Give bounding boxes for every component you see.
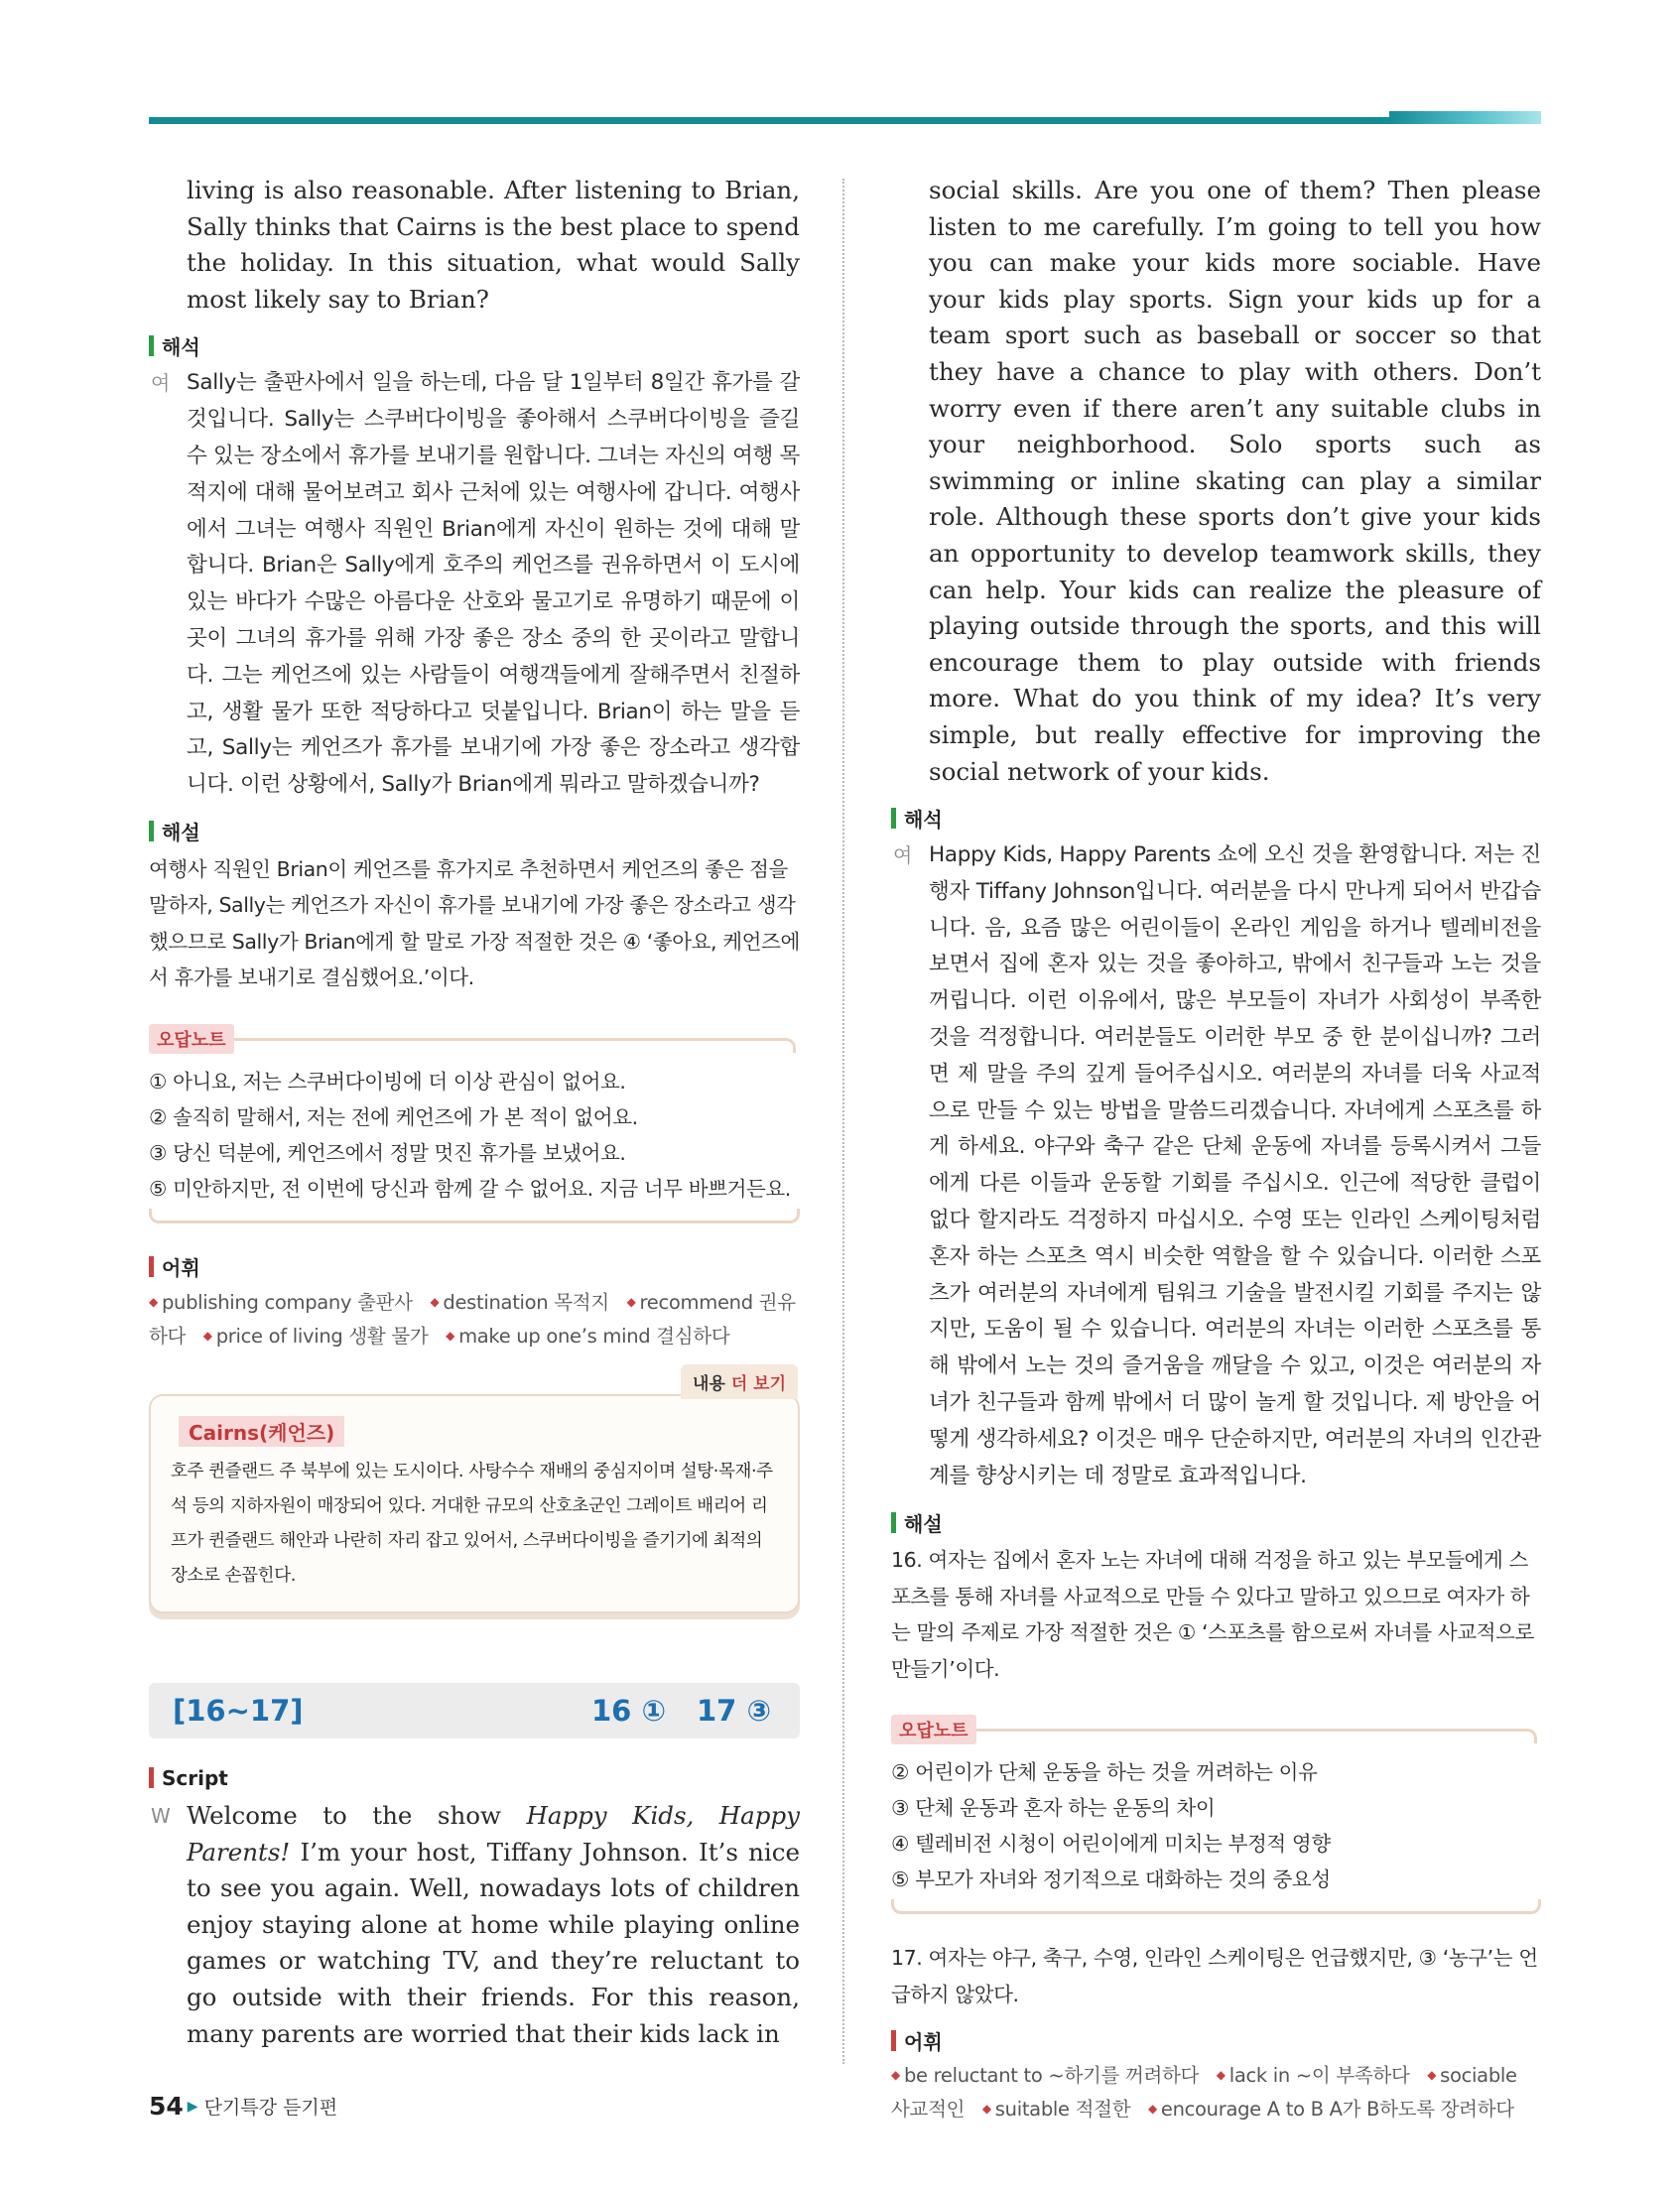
bullet-icon: ◆ <box>981 2102 991 2117</box>
vocab-item: sociable 사교적인 <box>891 2064 1517 2122</box>
answer-key-box <box>149 1683 800 1738</box>
wrong-note-tag: 오답노트 <box>891 1715 976 1744</box>
vocab-item: recommend 권유하다 <box>149 1290 796 1348</box>
wrong-note-item: ④ 텔레비전 시청이 어린이에게 미치는 부정적 영향 <box>891 1832 1331 1857</box>
arrow-right-icon: ▶ <box>187 2098 198 2115</box>
note-frame-top <box>961 1729 1537 1743</box>
bullet-icon: ◆ <box>626 1294 636 1309</box>
wrong-note-item: ② 솔직히 말해서, 저는 전에 케언즈에 가 본 적이 없어요. <box>149 1104 638 1129</box>
more-info-box <box>149 1373 800 1613</box>
wrong-note-item: ⑤ 부모가 자녀와 정기적으로 대화하는 것의 중요성 <box>891 1867 1331 1892</box>
bullet-icon: ◆ <box>1147 2102 1157 2117</box>
heading-marker <box>149 335 154 356</box>
vocab-item: suitable 적절한 <box>994 2098 1131 2122</box>
script-part: Welcome to the show <box>187 1800 527 1830</box>
bullet-icon: ◆ <box>891 2068 900 2083</box>
vocab-item: lack in ~이 부족하다 <box>1228 2064 1410 2088</box>
explanation-heading <box>891 1508 1541 1536</box>
note-frame-bottom <box>149 1209 800 1223</box>
heading-marker <box>891 808 896 829</box>
translation-text: Sally는 출판사에서 일을 하는데, 다음 달 1일부터 8일간 휴가를 갈 것입니다. Sally는 스쿠버다이빙을 좋아해서 스쿠버다이빙을 즐길 수 있는 장소에서 휴가를 보내기를 원합니다. 그녀는 자신의 여행 목적지에 대해 물어보려고 회사 근처에 있는 여행사에 갑니다. 여행사에서 그녀는 여행사 직원인 Brian에게 자신이 원하는 것에 대해 말합니다. Brian은 Sally에게 호주의 케언즈를 권유하면서 이 도시에 있는 바다가 수많은 아름다운 산호와 물고기로 유명하기 때문에 이곳이 그녀의 휴가를 위해 가장 좋은 장소 중의 한 곳이라고 말합니다. 그는 케언즈에 있는 사람들이 여행객들에게 잘해주면서 친절하고, 생활 물가 또한 적당하다고 덧붙입니다. Brian이 하는 말을 듣고, Sally는 케언즈가 휴가를 보내기에 가장 좋은 장소라고 생각합니다. 이런 상황에서, Sally가 Brian에게 뭐라고 말하겠습니까? <box>187 370 801 798</box>
right-column <box>891 173 1541 2127</box>
bullet-icon: ◆ <box>446 1328 455 1343</box>
wrong-note-item: ③ 당신 덕분에, 케언즈에서 정말 멋진 휴가를 보냈어요. <box>149 1140 626 1165</box>
question-range: [16~17] <box>173 1693 304 1728</box>
vocab-item: make up one’s mind 결심하다 <box>458 1324 730 1348</box>
wrong-answer-note <box>149 1010 800 1239</box>
script-part: I’m your host, Tiffany Johnson. It’s nice to see you again. Well, nowadays lots of children enjoy staying alone at home while playing online games or watching TV, and they’re reluctant to go outside with their friends. For this reason, many parents are worried that their kids lack in <box>187 1837 800 2048</box>
wrong-note-item: ③ 단체 운동과 혼자 하는 운동의 차이 <box>891 1796 1216 1821</box>
vocab-item: destination 목적지 <box>443 1290 609 1314</box>
script-text: living is also reasonable. After listening to Brian, Sally thinks that Cairns is the best place to spend the holiday. In this situation, what would Sally most likely say to Brian? <box>187 176 800 314</box>
column-divider <box>842 179 844 2064</box>
script-continuation-left <box>149 173 800 318</box>
info-title: Cairns(케언즈) <box>179 1416 344 1447</box>
wrong-answer-note <box>891 1701 1541 1930</box>
vocab-item: encourage A to B A가 B하도록 장려하다 <box>1160 2098 1514 2122</box>
page-number: 54 <box>149 2092 184 2121</box>
script-continuation-right <box>891 173 1541 790</box>
heading-label: 해설 <box>162 821 200 845</box>
heading-label: 해석 <box>162 334 200 359</box>
heading-marker <box>149 1256 154 1277</box>
vocab-item: publishing company 출판사 <box>161 1290 413 1314</box>
note-frame-bottom <box>891 1899 1541 1914</box>
heading-marker <box>149 821 154 841</box>
vocab-heading <box>891 2026 1541 2054</box>
heading-marker <box>149 1767 154 1788</box>
answer-16: 16 ① <box>591 1693 667 1728</box>
wrong-note-item: ⑤ 미안하지만, 전 이번에 당신과 함께 갈 수 없어요. 지금 너무 바쁘거든요. <box>149 1176 791 1201</box>
bullet-icon: ◆ <box>1216 2068 1226 2083</box>
answer-17: 17 ③ <box>697 1693 772 1728</box>
speaker-label: W <box>151 1803 171 1828</box>
explanation-heading <box>149 818 800 845</box>
heading-label: 어휘 <box>904 2029 943 2054</box>
bullet-icon: ◆ <box>202 1328 212 1343</box>
left-column <box>149 173 800 2052</box>
heading-marker <box>891 2030 896 2051</box>
translation-text: Happy Kids, Happy Parents 쇼에 오신 것을 환영합니다. 저는 진행자 Tiffany Johnson입니다. 여러분을 다시 만나게 되어서 반갑습니다. 음, 요즘 많은 어린이들이 온라인 게임을 하거나 텔레비전을 보면서 집에 혼자 있는 것을 좋아하고, 밖에서 친구들과 노는 것을 꺼립니다. 이런 이유에서, 많은 부모들이 자녀가 사회성이 부족한 것을 걱정합니다. 여러분들도 이러한 부모 중 한 분이십니까? 그러면 제 말을 주의 깊게 들어주십시오. 여러분의 자녀를 더욱 사교적으로 만들 수 있는 방법을 말씀드리겠습니다. 자녀에게 스포츠를 하게 하세요. 야구와 축구 같은 단체 운동에 자녀를 등록시켜서 그들에게 다른 이들과 운동할 기회를 주십시오. 인근에 적당한 클럽이 없다 할지라도 걱정하지 마십시오. 수영 또는 인라인 스케이팅처럼 혼자 하는 스포츠 역시 비슷한 역할을 할 수 있습니다. 이러한 스포츠가 여러분의 자녀에게 팀워크 기술을 발전시킬 기회를 주지는 않지만, 도움이 될 수 있습니다. 여러분의 자녀는 이러한 스포츠를 통해 밖에서 노는 것의 즐거움을 깨달을 수 있고, 이것은 여러분의 자녀가 친구들과 함께 밖에서 더 많이 놀게 할 것입니다. 제 방안을 어떻게 생각하세요? 이것은 매우 단순하지만, 여러분의 자녀의 인간관계를 향상시키는 데 정말로 효과적입니다. <box>929 842 1541 1488</box>
script-text <box>187 1798 800 2052</box>
more-tab-label: 내용 <box>693 1373 731 1394</box>
heading-label: 해설 <box>904 1511 943 1536</box>
translation-block <box>891 837 1541 1494</box>
explanation-17: 17. 여자는 야구, 축구, 수영, 인라인 스케이팅은 언급했지만, ③ ‘농구’는 언급하지 않았다. <box>891 1946 1538 2006</box>
script-block <box>149 1798 800 2052</box>
top-accent-bar <box>149 117 1541 124</box>
explanation-16: 16. 여자는 집에서 혼자 노는 자녀에 대해 걱정을 하고 있는 부모들에게 스포츠를 통해 자녀를 사교적으로 만들 수 있다고 말하고 있으므로 여자가 하는 말의 주제로 가장 적절한 것은 ① ‘스포츠를 함으로써 자녀를 사교적으로 만들기’이다. <box>891 1548 1534 1681</box>
wrong-note-item: ① 아니요, 저는 스쿠버다이빙에 더 이상 관심이 없어요. <box>149 1069 626 1094</box>
vocab-item: be reluctant to ~하기를 꺼려하다 <box>903 2064 1200 2088</box>
translation-block <box>149 365 800 804</box>
speaker-label: 여 <box>893 843 913 868</box>
explanation-text: 여행사 직원인 Brian이 케언즈를 휴가지로 추천하면서 케언즈의 좋은 점을 말하자, Sally는 케언즈가 자신이 휴가를 보내기에 가장 좋은 장소라고 생각했으므로 Sally가 Brian에게 할 말로 가장 적절한 것은 ④ ‘좋아요, 케언즈에서 휴가를 보내기로 결심했어요.’이다. <box>149 856 800 990</box>
more-tab-accent: 더 보기 <box>730 1373 786 1394</box>
more-info-tab <box>681 1364 798 1399</box>
heading-label: 어휘 <box>162 1256 200 1281</box>
script-text: social skills. Are you one of them? Then please listen to me carefully. I’m going to tell you how you can make your kids more sociable. Have your kids play sports. Sign your kids up for a team sport such as baseball or soccer so that they have a chance to play with others. Don’t worry even if there aren’t any suitable clubs in your neighborhood. Solo sports such as swimming or inline skating can play a similar role. Although these sports don’t give your kids an opportunity to develop teamwork skills, they can help. Your kids can realize the pleasure of playing outside through the sports, and this will encourage them to play outside with friends more. What do you think of my idea? It’s very simple, but really effective for improving the social network of your kids. <box>929 176 1541 786</box>
info-text: 호주 퀸즐랜드 주 북부에 있는 도시이다. 사탕수수 재배의 중심지이며 설탕·목재·주석 등의 지하자원이 매장되어 있다. 거대한 규모의 산호초군인 그레이트 배리어 리프가 퀸즐랜드 해안과 나란히 자리 잡고 있어서, 스쿠버다이빙을 즐기기에 최적의 장소로 손꼽힌다. <box>171 1461 773 1586</box>
show-title: Happy Kids, Happy Parents! <box>187 1800 800 1866</box>
translation-heading <box>149 331 800 359</box>
speaker-label: 여 <box>151 371 171 396</box>
vocab-list <box>891 2060 1541 2127</box>
top-accent-chevron <box>1389 111 1541 124</box>
vocab-heading <box>149 1253 800 1281</box>
book-title: 단기특강 듣기편 <box>203 2097 338 2119</box>
heading-label: 해석 <box>904 807 943 832</box>
script-heading <box>149 1764 800 1792</box>
wrong-note-item: ② 어린이가 단체 운동을 하는 것을 꺼려하는 이유 <box>891 1760 1318 1785</box>
heading-label: Script <box>162 1765 228 1790</box>
page-footer <box>149 2092 337 2121</box>
bullet-icon: ◆ <box>1427 2068 1437 2083</box>
bullet-icon: ◆ <box>149 1294 158 1309</box>
vocab-list <box>149 1287 800 1354</box>
note-frame-top <box>218 1038 796 1053</box>
vocab-item: price of living 생활 물가 <box>215 1324 429 1348</box>
wrong-note-tag: 오답노트 <box>149 1024 234 1054</box>
bullet-icon: ◆ <box>430 1294 440 1309</box>
translation-heading <box>891 804 1541 832</box>
heading-marker <box>891 1512 896 1533</box>
